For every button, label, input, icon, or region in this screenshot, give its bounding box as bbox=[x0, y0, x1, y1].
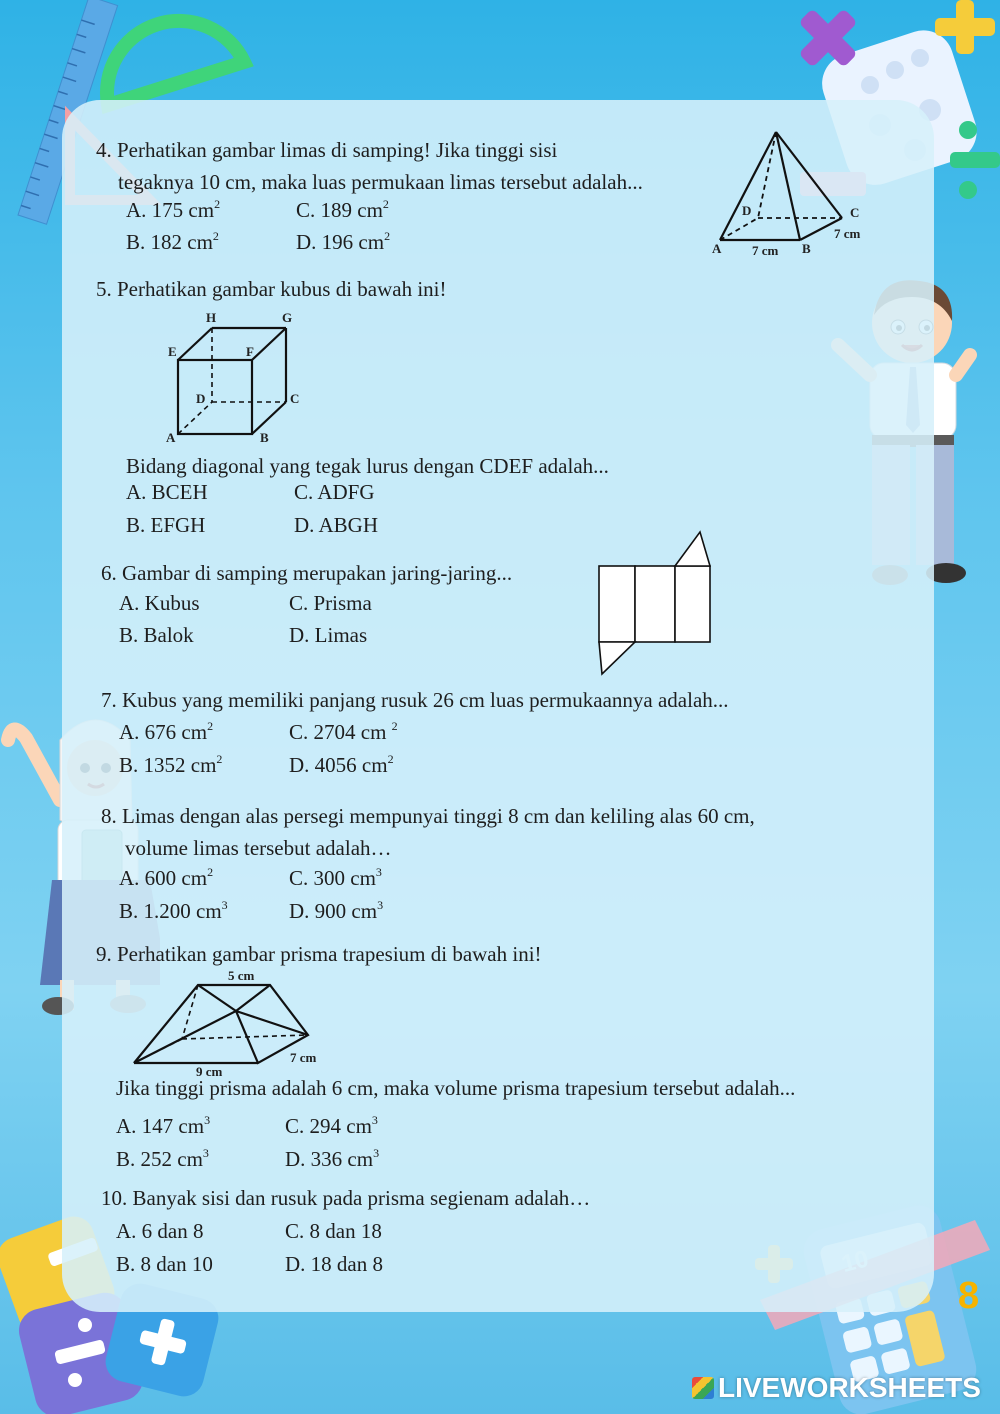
q4-option-b[interactable]: B. 182 $cm^2$ bbox=[126, 229, 219, 254]
q7-option-c[interactable]: C. 2704 cm $^2$ bbox=[289, 719, 398, 744]
q5-label-E: E bbox=[168, 344, 177, 359]
q10-option-a[interactable]: A. 6 dan 8 bbox=[116, 1219, 204, 1243]
q4-option-a[interactable]: A. 175 $cm^2$ bbox=[126, 197, 221, 222]
q5-label-F: F bbox=[246, 344, 254, 359]
q8-option-c[interactable]: C. 300 $cm^3$ bbox=[289, 865, 382, 890]
liveworksheets-logo-icon bbox=[692, 1377, 714, 1399]
q9-option-d[interactable]: D. 336 $cm^3$ bbox=[285, 1146, 380, 1171]
q9-text-line2: Jika tinggi prisma adalah 6 cm, maka volume prisma trapesium tersebut adalah... bbox=[116, 1076, 796, 1100]
q6-option-c[interactable]: C. Prisma bbox=[289, 591, 372, 615]
q4-label-C: C bbox=[850, 205, 860, 220]
q9-option-b[interactable]: B. 252 $cm^3$ bbox=[116, 1146, 209, 1171]
q5-option-a[interactable]: A. BCEH bbox=[126, 480, 208, 504]
q5-cube-figure bbox=[168, 318, 308, 448]
q8-option-d[interactable]: D. 900 $cm^3$ bbox=[289, 898, 384, 923]
q9-label-top: 5 cm bbox=[228, 968, 255, 983]
q10-option-b[interactable]: B. 8 dan 10 bbox=[116, 1252, 213, 1276]
q10-option-d[interactable]: D. 18 dan 8 bbox=[285, 1252, 383, 1276]
q9-label-bottom: 9 cm bbox=[196, 1064, 223, 1079]
q6-text-line1: 6. Gambar di samping merupakan jaring-jaring... bbox=[101, 561, 513, 585]
q5-option-b[interactable]: B. EFGH bbox=[126, 513, 206, 537]
q6-option-b[interactable]: B. Balok bbox=[119, 623, 194, 647]
q4-label-ab: 7 cm bbox=[752, 243, 779, 258]
q9-option-c[interactable]: C. 294 $cm^3$ bbox=[285, 1113, 378, 1138]
q10-option-c[interactable]: C. 8 dan 18 bbox=[285, 1219, 382, 1243]
q7-text-line1: 7. Kubus yang memiliki panjang rusuk 26 cm luas permukaannya adalah... bbox=[101, 688, 729, 712]
q4-text-line1: 4. Perhatikan gambar limas di samping! Jika tinggi sisi bbox=[96, 138, 558, 162]
q7-option-a[interactable]: A. 676 $cm^2$ bbox=[119, 719, 214, 744]
q5-label-H: H bbox=[206, 310, 217, 325]
q5-text-line1: 5. Perhatikan gambar kubus di bawah ini! bbox=[96, 277, 447, 301]
q6-option-d[interactable]: D. Limas bbox=[289, 623, 368, 647]
q10-text-line1: 10. Banyak sisi dan rusuk pada prisma segienam adalah… bbox=[101, 1186, 591, 1210]
q5-label-A: A bbox=[166, 430, 176, 445]
q5-option-c[interactable]: C. ADFG bbox=[294, 480, 375, 504]
q4-text-line2: tegaknya 10 cm, maka luas permukaan limas tersebut adalah... bbox=[118, 170, 643, 194]
q9-option-a[interactable]: A. 147 $cm^3$ bbox=[116, 1113, 211, 1138]
q9-text-line1: 9. Perhatikan gambar prisma trapesium di bawah ini! bbox=[96, 942, 542, 966]
decor-digit-text: 8 bbox=[958, 1275, 980, 1317]
liveworksheets-text: LIVEWORKSHEETS bbox=[718, 1372, 981, 1403]
q9-label-side: 7 cm bbox=[290, 1050, 317, 1065]
q4-label-bc: 7 cm bbox=[834, 226, 861, 241]
q8-text-line1: 8. Limas dengan alas persegi mempunyai tinggi 8 cm dan keliling alas 60 cm, bbox=[101, 804, 755, 828]
q4-option-d[interactable]: D. 196 $cm^2$ bbox=[296, 229, 391, 254]
q5-label-D: D bbox=[196, 391, 206, 406]
liveworksheets-logo bbox=[692, 1374, 981, 1402]
q4-label-D: D bbox=[742, 203, 752, 218]
q4-label-A: A bbox=[712, 241, 722, 256]
q6-net-figure bbox=[592, 528, 722, 678]
q7-option-b[interactable]: B. 1352 $cm^2$ bbox=[119, 752, 223, 777]
q4-option-c[interactable]: C. 189 $cm^2$ bbox=[296, 197, 389, 222]
q8-text-line2: volume limas tersebut adalah… bbox=[125, 836, 392, 860]
q8-option-b[interactable]: B. 1.200 $cm^3$ bbox=[119, 898, 228, 923]
q8-option-a[interactable]: A. 600 $cm^2$ bbox=[119, 865, 214, 890]
q5-label-B: B bbox=[260, 430, 269, 445]
q4-label-B: B bbox=[802, 241, 811, 256]
q5-label-C: C bbox=[290, 391, 300, 406]
q7-option-d[interactable]: D. 4056 $cm^2$ bbox=[289, 752, 394, 777]
q5-label-G: G bbox=[282, 310, 293, 325]
q6-option-a[interactable]: A. Kubus bbox=[119, 591, 200, 615]
q5-text-line2: Bidang diagonal yang tegak lurus dengan CDEF adalah... bbox=[126, 454, 609, 478]
q5-option-d[interactable]: D. ABGH bbox=[294, 513, 379, 537]
